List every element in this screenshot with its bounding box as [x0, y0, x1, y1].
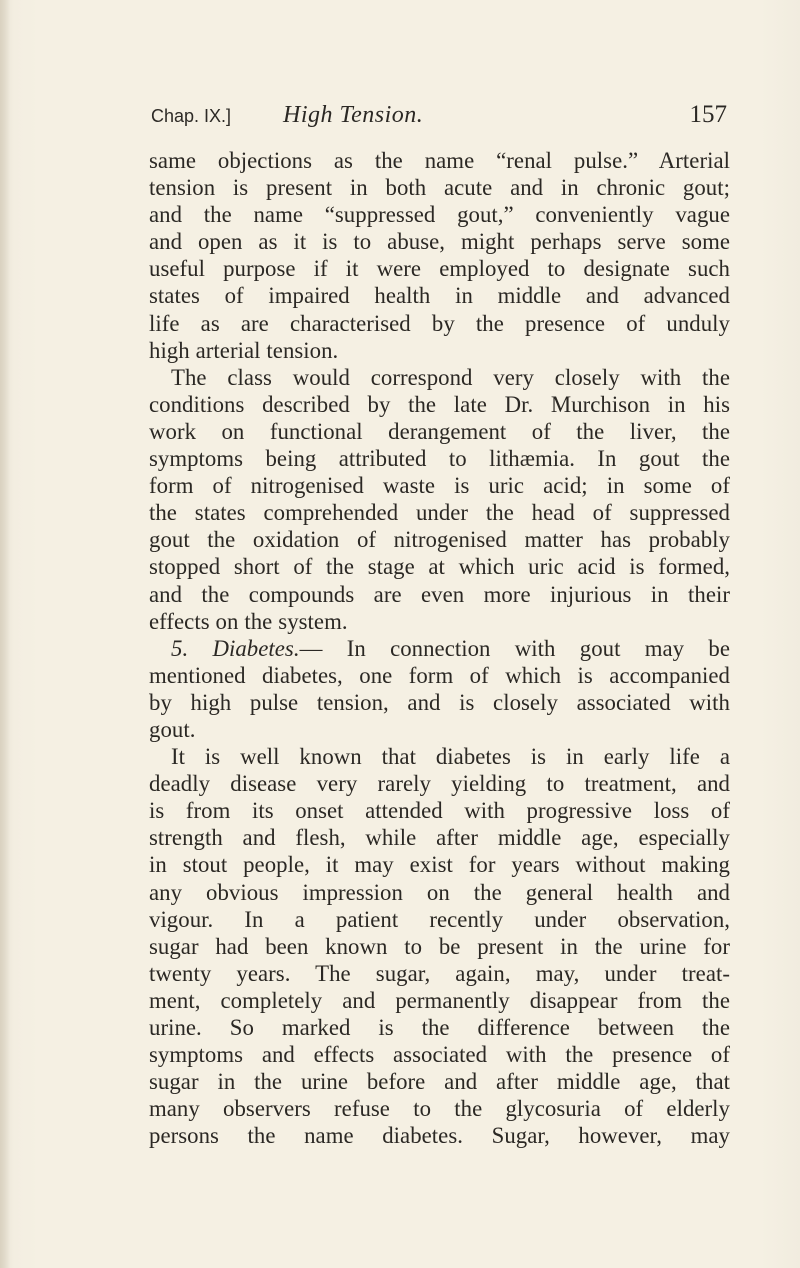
text-line: urine. So marked is the difference between the: [149, 1015, 730, 1040]
text-line: sugar had been known to be present in the urine for: [149, 933, 730, 959]
text-line: symptoms being attributed to lithæmia. In gout the: [149, 446, 730, 472]
text-line: twenty years. The sugar, again, may, under treat-: [149, 960, 730, 986]
text-line: effects on the system.: [149, 608, 348, 634]
paragraph-first-line: The class would correspond very closely with the: [171, 364, 730, 390]
text-line: strength and flesh, while after middle age, especially: [149, 825, 730, 851]
text-line: useful purpose if it were employed to designate such: [149, 256, 730, 282]
text-line: conditions described by the late Dr. Murchison in his: [149, 391, 730, 417]
paragraph-first-line: It is well known that diabetes is in early life a: [171, 744, 730, 770]
text-line: gout.: [149, 716, 196, 742]
text-line: vigour. In a patient recently under observation,: [149, 906, 730, 932]
section-heading-continuation: — In connection with gout may be: [299, 635, 730, 661]
text-line: high arterial tension.: [149, 337, 339, 363]
text-line: life as are characterised by the presence of unduly: [149, 310, 730, 336]
running-title: High Tension.: [283, 102, 424, 128]
page-number: 157: [689, 101, 727, 128]
text-line: work on functional derangement of the liver, the: [149, 418, 730, 444]
text-line: gout the oxidation of nitrogenised matter has probably: [149, 527, 730, 553]
text-line: tension is present in both acute and in chronic gout;: [149, 175, 730, 201]
text-line: same objections as the name “renal pulse.” Arterial: [149, 148, 730, 173]
text-line: many observers refuse to the glycosuria of elderly: [149, 1096, 730, 1122]
text-line: stopped short of the stage at which uric acid is formed,: [149, 554, 730, 580]
binding-gutter: [0, 0, 10, 1268]
text-line: symptoms and effects associated with the presence of: [149, 1042, 730, 1068]
running-header: [151, 98, 727, 132]
text-line: sugar in the urine before and after middle age, that: [149, 1069, 730, 1095]
text-line: form of nitrogenised waste is uric acid; in some of: [149, 473, 730, 499]
text-line: mentioned diabetes, one form of which is accompanied: [149, 662, 730, 688]
text-line: states of impaired health in middle and advanced: [149, 283, 730, 309]
text-line: any obvious impression on the general health and: [149, 879, 730, 905]
text-line: the states comprehended under the head of suppressed: [149, 500, 730, 526]
chapter-label: Chap. IX.]: [151, 106, 232, 126]
text-line: in stout people, it may exist for years without making: [149, 852, 730, 878]
diabetes-section-line: [149, 635, 730, 662]
text-line: is from its onset attended with progressive loss of: [149, 798, 730, 824]
text-line: ment, completely and permanently disappear from the: [149, 987, 730, 1013]
text-line: by high pulse tension, and is closely associated with: [149, 689, 730, 715]
page-body-text: [149, 147, 730, 1149]
text-line: and open as it is to abuse, might perhaps serve some: [149, 229, 730, 255]
text-line: and the compounds are even more injurious in their: [149, 581, 730, 607]
text-line: and the name “suppressed gout,” conveniently vague: [149, 202, 730, 228]
text-line: persons the name diabetes. Sugar, however, may: [149, 1123, 730, 1149]
text-line: deadly disease very rarely yielding to treatment, and: [149, 771, 730, 797]
section-heading: 5. Diabetes.: [171, 635, 300, 661]
